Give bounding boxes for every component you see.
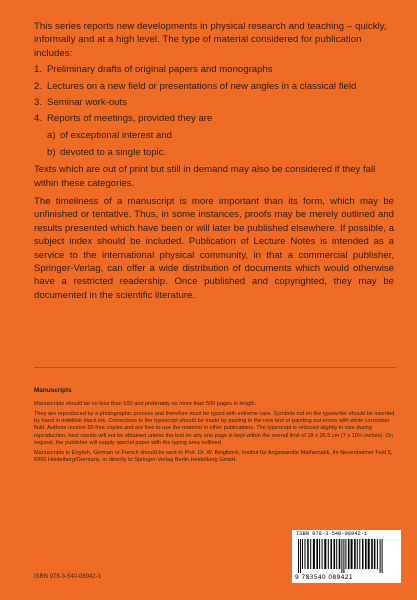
barcode-bar bbox=[324, 539, 326, 569]
barcode-bar bbox=[313, 539, 315, 569]
list-number: 2. bbox=[34, 80, 43, 92]
sublist-item bbox=[47, 129, 394, 142]
barcode-bar bbox=[307, 539, 309, 569]
barcode-bar bbox=[357, 539, 358, 569]
list-number: 3. bbox=[34, 97, 43, 108]
barcode-guard-bar bbox=[380, 539, 381, 573]
isbn-footer: ISBN 978-3-540-08942-1 bbox=[34, 574, 102, 580]
barcode-guard-bar bbox=[341, 539, 342, 573]
intro-paragraph: This series reports new developments in physical research and teaching – quickly, informally and at a high level. The type of material considered for publication includes: bbox=[34, 21, 387, 59]
sublist-letter: a) bbox=[47, 129, 56, 141]
list-item bbox=[34, 80, 394, 93]
series-description bbox=[34, 20, 394, 302]
barcode-bar bbox=[348, 539, 350, 569]
list-number: 4. bbox=[34, 113, 43, 125]
sublist-letter: b) bbox=[47, 146, 56, 158]
manuscripts-section bbox=[34, 387, 396, 467]
barcode-bar bbox=[362, 539, 364, 569]
barcode-label bbox=[292, 530, 401, 583]
meeting-criteria-sublist bbox=[34, 129, 394, 159]
barcode-guard-bar bbox=[343, 539, 344, 573]
barcode-digits: 9 783540 089421 bbox=[295, 574, 353, 581]
list-item bbox=[34, 63, 394, 76]
list-number: 1. bbox=[34, 64, 43, 76]
sublist-item bbox=[47, 146, 394, 159]
list-text: Preliminary drafts of original papers and monographs bbox=[47, 64, 273, 76]
barcode-bar bbox=[377, 539, 378, 569]
barcode-guard-bar bbox=[382, 539, 383, 573]
list-item bbox=[34, 96, 394, 109]
barcode-guard-bar bbox=[300, 539, 301, 573]
out-of-print-paragraph: Texts which are out of print but still in demand may also be considered if they fall within these categories. bbox=[34, 164, 376, 189]
barcode-bar bbox=[305, 539, 306, 569]
manuscripts-submission-paragraph: Manuscripts in English, German or French should be sent to Prof. Dr. W. Beiglböck, Institut für Angewandte Mathematik, Im Neuenheimer Feld 5, 6900 Heidelberg/Germany, or directly to Springer-Verlag Berlin Heidelberg GmbH. bbox=[34, 449, 393, 464]
barcode-bars bbox=[296, 539, 396, 573]
barcode-guard-bar bbox=[298, 539, 299, 573]
list-text: Lectures on a new field or presentations of new angles in a classical field bbox=[47, 80, 357, 92]
barcode-bar bbox=[331, 539, 333, 569]
sublist-text: devoted to a single topic. bbox=[60, 146, 167, 158]
barcode-bar bbox=[359, 539, 360, 569]
material-type-list bbox=[34, 63, 394, 125]
barcode-bar bbox=[371, 539, 373, 569]
barcode-bar bbox=[334, 539, 336, 569]
barcode-bar bbox=[374, 539, 376, 569]
barcode-bar bbox=[351, 539, 353, 569]
barcode-bar bbox=[310, 539, 311, 569]
manuscripts-typing-paragraph: They are reproduced by a photographic process and therefore must be typed with extreme care. Symbols not on the typewriter should be inserted by hand in indelible black ink. Corrections to the typescript should be made by pasting in the new text or painting out errors with white correction fluid. Authors receive 50 free copies and are free to use the material in other publications. The typescript is reduced slightly in size during reproduction; best results will not be obtained unless the text on any one page is kept within the overall limit of 18 x 26.5 cm (7 x 10½ inches). On request, the publisher will supply special paper with the typing area outlined. bbox=[34, 410, 395, 447]
barcode-bar bbox=[336, 539, 337, 569]
list-text: Reports of meetings, provided they are bbox=[47, 113, 213, 125]
barcode-bar bbox=[319, 539, 320, 569]
barcode-isbn-text: ISBN 978-3-540-08942-1 bbox=[296, 531, 368, 537]
section-divider bbox=[34, 367, 396, 368]
barcode-bar bbox=[339, 539, 341, 569]
barcode-bar bbox=[368, 539, 370, 569]
barcode-bar bbox=[302, 539, 303, 569]
barcode-bar bbox=[322, 539, 323, 569]
manuscripts-length-paragraph: Manuscripts should be no less than 100 and preferably no more than 500 pages in length. bbox=[34, 401, 257, 407]
barcode-bar bbox=[316, 539, 318, 569]
barcode-bar bbox=[345, 539, 346, 569]
list-item bbox=[34, 112, 394, 125]
list-text: Seminar work-outs bbox=[47, 97, 127, 108]
barcode-bar bbox=[354, 539, 356, 569]
sublist-text: of exceptional interest and bbox=[60, 129, 173, 141]
timeliness-paragraph: The timeliness of a manuscript is more important than its form, which may be unfinished or tentative. Thus, in some instances, proofs may be merely outlined and results presented which have been or will later be published elsewhere. If possible, a subject index should be included. Publication of Lecture Notes is intended as a service to the international physical community, in that a commercial publisher, Springer-Verlag, can offer a wide distribution of documents which would otherwise have a restricted readership. Once published and copyrighted, they may be documented in the scientific literature. bbox=[34, 196, 394, 301]
barcode-bar bbox=[365, 539, 367, 569]
manuscripts-heading: Manuscripts bbox=[34, 387, 72, 394]
barcode-bar bbox=[328, 539, 329, 569]
